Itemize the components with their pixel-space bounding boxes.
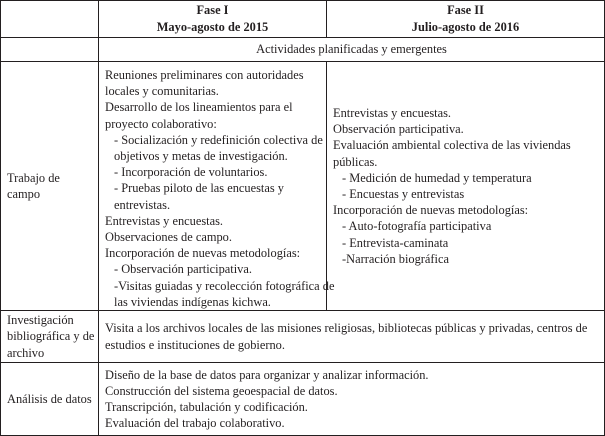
fieldwork-activity-line: Desarrollo de los lineamientos para el — [105, 100, 293, 115]
fieldwork-activity-line: Incorporación de nuevas metodologías: — [105, 246, 301, 261]
fieldwork-activity-line: públicas. — [333, 154, 378, 169]
analysis-line: Construcción del sistema geoespacial de datos. — [105, 383, 338, 398]
research-label-line: bibliográfica y de — [7, 329, 95, 344]
analysis-line: Transcripción, tabulación y codificación. — [105, 400, 308, 415]
research-row — [1, 311, 605, 363]
analysis-line: Evaluación del trabajo colaborativo. — [105, 416, 285, 431]
research-label-line: Investigación — [7, 313, 74, 328]
research-label — [1, 311, 99, 363]
phase-2-title: Fase II — [447, 3, 484, 17]
research-line: estudios e instituciones de gobierno. — [105, 337, 285, 352]
fieldwork-activity-line: - Pruebas piloto de las encuestas y — [114, 181, 284, 196]
phase-1-title: Fase I — [196, 3, 229, 17]
fieldwork-activity-line: las viviendas indígenas kichwa. — [114, 294, 271, 309]
fieldwork-activity-line: objetivos y metas de investigación. — [114, 149, 288, 164]
analysis-row — [1, 363, 605, 436]
fieldwork-activity-line: locales y comunitarias. — [105, 84, 219, 99]
analysis-line: Diseño de la base de datos para organizar y analizar información. — [105, 367, 429, 382]
fieldwork-activity-line: - Observación participativa. — [114, 262, 252, 277]
activities-empty-cell — [1, 38, 99, 62]
fieldwork-activity-line: Evaluación ambiental colectiva de las viviendas — [333, 138, 571, 153]
fieldwork-activity-line: - Socialización y redefinición colectiva de — [114, 132, 323, 147]
fieldwork-activity-line: entrevistas. — [114, 197, 171, 212]
header-phase-1 — [99, 1, 327, 38]
fieldwork-activity-line: proyecto colaborativo: — [105, 116, 217, 131]
phase-2-dates: Julio-agosto de 2016 — [411, 20, 520, 34]
fieldwork-activity-line: Incorporación de nuevas metodologías: — [333, 203, 529, 218]
header-empty-cell — [1, 1, 99, 38]
research-cell — [99, 311, 605, 363]
fieldwork-phase-1-cell — [99, 62, 335, 311]
fieldwork-activity-line: -Narración biográfica — [342, 251, 449, 266]
fieldwork-activity-line: -Visitas guiadas y recolección fotográfica de — [114, 278, 335, 293]
analysis-cell — [99, 363, 605, 436]
fieldwork-activity-line: - Medición de humedad y temperatura — [342, 170, 532, 185]
research-line: Visita a los archivos locales de las misiones religiosas, bibliotecas públicas y privadas, centros de — [105, 321, 588, 336]
fieldwork-label: Trabajo de campo — [1, 62, 99, 311]
activities-row — [1, 38, 605, 62]
fieldwork-activity-line: Reuniones preliminares con autoridades — [105, 68, 304, 82]
activities-label: Actividades planificadas y emergentes — [99, 38, 605, 62]
fieldwork-activity-line: - Incorporación de voluntarios. — [114, 165, 268, 180]
fieldwork-activity-line: Entrevistas y encuestas. — [333, 106, 452, 120]
fieldwork-activity-line: Entrevistas y encuestas. — [105, 213, 224, 228]
fieldwork-row — [1, 62, 605, 311]
fieldwork-activity-line: - Auto-fotografía participativa — [342, 219, 492, 234]
fieldwork-activity-line: Observación participativa. — [333, 122, 464, 137]
fieldwork-activity-line: - Encuestas y entrevistas — [342, 187, 465, 202]
fieldwork-activity-line: Observaciones de campo. — [105, 230, 232, 245]
fieldwork-activity-line: - Entrevista-caminata — [342, 235, 449, 250]
header-phase-2 — [327, 1, 605, 38]
phase-1-dates: Mayo-agosto de 2015 — [156, 20, 269, 34]
research-label-line: archivo — [7, 345, 45, 360]
fieldwork-phase-2-cell — [327, 62, 605, 311]
analysis-label: Análisis de datos — [1, 363, 99, 436]
header-row — [1, 1, 605, 38]
